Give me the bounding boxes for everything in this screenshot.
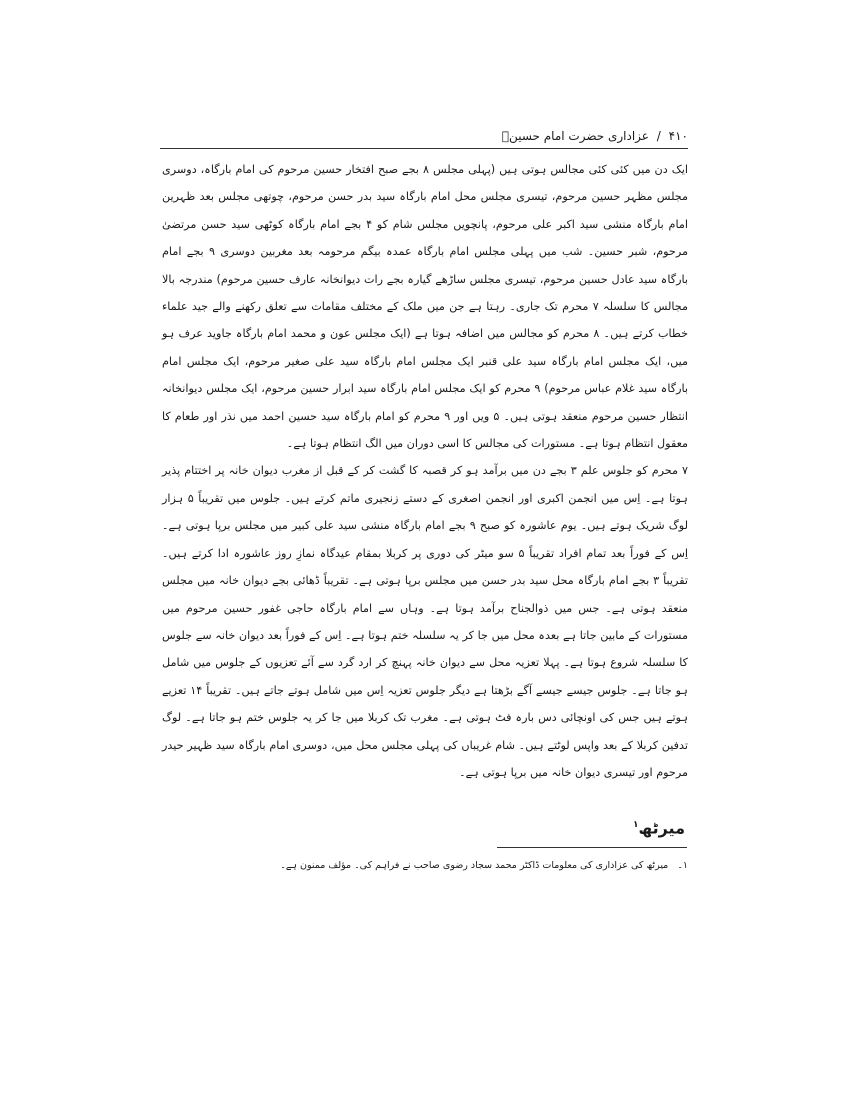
header-separator: / <box>656 129 661 143</box>
running-header <box>160 124 688 149</box>
paragraph-2: ۷ محرم کو جلوس علم ۳ بجے دن میں برآمد ہو کر قصبہ کا گشت کر کے قبل از مغرب دیوان خانہ پر اختتام پذیر ہوتا ہے۔ اِس میں انجمن اکبری اور انجمن اصغری کے دستے زنجیری ماتم کرتے ہیں۔ جلوس میں تقریباً ۵ ہزار لوگ شریک ہوتے ہیں۔ یوم عاشورہ کو صبح ۹ بجے امام بارگاہ منشی سید علی کبیر میں مجلس برپا ہوتی ہے۔ اِس کے فوراً بعد تمام افراد تقریباً ۵ سو میٹر کی دوری پر کربلا بمقام عیدگاہ نمازِ روز عاشورہ ادا کرتے ہیں۔ تقریباً ۳ بجے امام بارگاہ محل سید بدر حسن میں مجلس برپا ہوتی ہے۔ تقریباً ڈھائی بجے دیوان خانہ میں مجلس منعقد ہوتی ہے۔ جس میں ذوالجناح برآمد ہوتا ہے۔ وہاں سے امام بارگاہ حاجی غفور حسین مرحوم میں مستورات کے مابین جاتا ہے بعدہ محل میں جا کر یہ سلسلہ ختم ہوتا ہے۔ اِس کے فوراً بعد دیوان خانہ سے جلوس کا سلسلہ شروع ہوتا ہے۔ پہلا تعزیہ محل سے دیوان خانہ پہنچ کر ارد گرد سے آئے تعزیوں کے جلوس میں شامل ہو جاتا ہے۔ جلوس جیسے جیسے آگے بڑھتا ہے دیگر جلوس تعزیہ اِس میں شامل ہوتے جاتے ہیں۔ تقریباً ۱۴ تعزیے ہوتے ہیں جس کی اونچائی دس بارہ فٹ ہوتی ہے۔ مغرب تک کربلا میں جا کر یہ جلوس ختم ہو جاتا ہے۔ لوگ تدفین کربلا کے بعد واپس لوٹتے ہیں۔ شام غریباں کی پہلی مجلس محل میں، دوسری امام بارگاہ سید ظہیر حیدر مرحوم اور تیسری دیوان خانہ میں برپا ہوتی ہے۔ <box>162 464 688 779</box>
footnote-marker: ۱ <box>633 820 639 830</box>
body-text <box>162 156 688 786</box>
section-heading <box>560 812 685 841</box>
page-number: ۴۱۰ <box>668 129 688 143</box>
footnote <box>250 856 688 876</box>
book-title: عزاداری حضرت امام حسینؑ <box>501 129 649 143</box>
footnote-text: میرٹھ کی عزاداری کی معلومات ڈاکٹر محمد سجاد رضوی صاحب نے فراہم کی۔ مؤلف ممنون ہے۔ <box>280 860 669 871</box>
footnote-number: ۱۔ <box>677 860 688 871</box>
paragraph-1: ایک دن میں کئی کئی مجالس ہوتی ہیں (پہلی مجلس ۸ بجے صبح افتخار حسین مرحوم کی امام بارگاہ، دوسری مجلس مظہر حسین مرحوم، تیسری مجلس محل امام بارگاہ سید بدر حسن مرحوم، چوتھی مجلس بعد ظہرین امام بارگاہ منشی سید اکبر علی مرحوم، پانچویں مجلس شام کو ۴ بجے امام بارگاہ کوٹھی سید حسن مرتضیٰ مرحوم، شبر حسین۔ شب میں پہلی مجلس امام بارگاہ عمدہ بیگم مرحومہ بعد مغربین دوسری ۹ بجے امام بارگاہ سید عادل حسین مرحوم، تیسری مجلس ساڑھے گیارہ بجے رات دیوانخانہ عارف حسین مرحوم) مندرجہ بالا مجالس کا سلسلہ ۷ محرم تک جاری۔ رہتا ہے جن میں ملک کے مختلف مقامات سے تعلق رکھنے والے جید علماء خطاب کرتے ہیں۔ ۸ محرم کو مجالس میں اضافہ ہوتا ہے (ایک مجلس عون و محمد امام بارگاہ جاوید عرف ہو میں، ایک مجلس امام بارگاہ سید علی قنبر ایک مجلس امام بارگاہ سید علی صغیر مرحوم، ایک مجلس امام بارگاہ سید غلام عباس مرحوم) ۹ محرم کو ایک مجلس امام بارگاہ سید ابرار حسین مرحوم، ایک مجلس دیوانخانہ انتظار حسین مرحوم منعقد ہوتی ہیں۔ ۵ ویں اور ۹ محرم کو امام بارگاہ سید حسین احمد میں نذر اور طعام کا معقول انتظام ہوتا ہے۔ مستورات کی مجالس کا اسی دوران میں الگ انتظام ہوتا ہے۔ <box>162 163 689 451</box>
section-heading-text: میرٹھ <box>638 818 685 838</box>
footnote-divider <box>497 847 687 848</box>
